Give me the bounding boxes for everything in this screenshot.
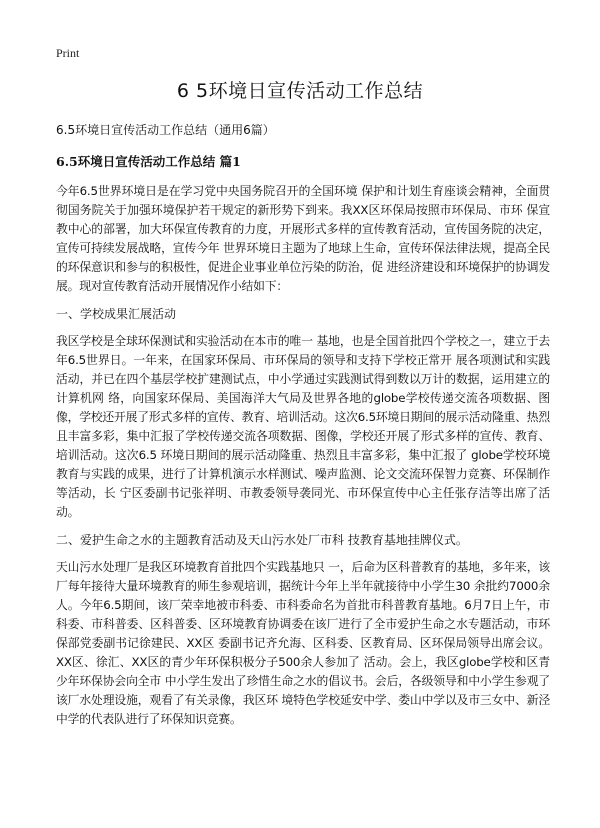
document-subtitle: 6.5环境日宣传活动工作总结（通用6篇） (56, 123, 275, 137)
print-link[interactable]: Print (56, 46, 80, 60)
document-body (56, 122, 550, 738)
paragraph-water-activity: 天山污水处理厂是我区环境教育首批四个实践基地只 一，后命为区科普教育的基地，多年来，该厂每年接待大量环境教育的师生参观培训，据统计今年上半年就接待中小学生30 余批约7000余人。今年6.5期间，该厂荣幸地被市科委、市科委命名为首批市科普教育基地。6月7日上午，市科委、市科普委、区科普委、区环境教育协调委在该厂进行了全市爱护生命之水专题活动，市环保部党委副书记徐建民、XX区 委副书记齐允海、区科委、区教育局、区环保局领导出席会议。XX区、徐汇、XX区的青少年环保积极分子500余人参加了 活动。会上，我区globe学校和区青少年环保协会向全市 中小学生发出了珍惜生命之水的倡议书。会后，各级领导和中小学生参观了该厂水处理设施，观看了有关录像，我区环 境特色学校延安中学、娄山中学以及市三女中、新泾中学的代表队进行了环保知识竞赛。 (56, 560, 550, 726)
paragraph-school-exhibition: 我区学校是全球环保测试和实验活动在本市的唯一 基地，也是全国首批四个学校之一，建立于去年6.5世界日。一年来，在国家环保局、市环保局的领导和支持下学校正常开 展各项测试和实践活动，并已在四个基层学校扩建测试点，中小学通过实践测试得到数以万计的数据，运用建立的计算机网 络，向国家环保局、美国海洋大气局及世界各地的globe学校传递交流各项数据、图像，学校还开展了形式多样的宣传、教育、培训活动。这次6.5环境日期间的展示活动隆重、热烈且丰富多彩，集中汇报了学校传递交流各项数据、图像，学校还开展了形式多样的宣传、教育、培训活动。这次6.5 环境日期间的展示活动隆重、热烈且丰富多彩，集中汇报了 globe学校环境教育与实践的成果，进行了计算机演示水样测试、噪声监测、论文交流环保智力竞赛、环保制作等活动，长 宁区委副书记张祥明、市教委领导袭同光、市环保宣传中心主任张存洁等出席了活动。 (56, 334, 550, 519)
page-title: 6 5环境日宣传活动工作总结 (176, 80, 424, 102)
paragraph-intro: 今年6.5世界环境日是在学习党中央国务院召开的全国环境 保护和计划生育座谈会精神，全面贯彻国务院关于加强环境保护若干规定的新形势下到来。我XX区环保局按照市环保局、市环 保宣教中心的部署，加大环保宣传教育的力度，开展形式多样的宣传教育活动，宣传国务院的决定，宣传可持续发展战略，宣传今年 世界环境日主题为了地球上生命，宣传环保法律法规，提高全民的环保意识和参与的积极性，促进企业事业单位污染的防治，促 进经济建设和环境保护的协调发展。现对宣传教育活动开展情况作小结如下： (56, 184, 550, 293)
subheading-school-exhibition: 一、学校成果汇展活动 (56, 307, 177, 321)
subheading-water-activity: 二、爱护生命之水的主题教育活动及天山污水处厂市科 技教育基地挂牌仪式。 (56, 533, 468, 547)
section-title: 6.5环境日宣传活动工作总结 篇1 (56, 154, 241, 169)
